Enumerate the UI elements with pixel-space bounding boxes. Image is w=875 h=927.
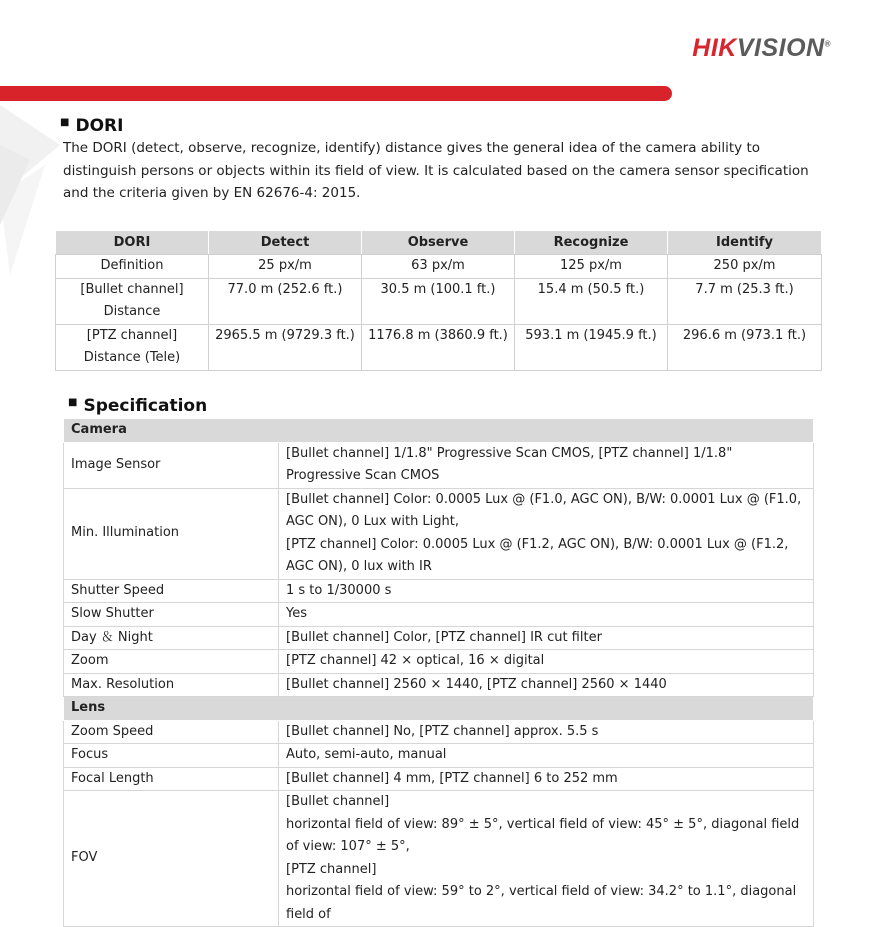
dori-cell: 2965.5 m (9729.3 ft.) [209,324,362,370]
spec-group-row-camera [64,419,814,443]
dori-row-label: [Bullet channel] Distance [56,278,209,324]
spec-label: Image Sensor [64,442,279,488]
spec-row-zoom [64,650,814,674]
dori-header-cell: Detect [209,231,362,255]
spec-row-zoom-speed [64,720,814,744]
spec-row-max-resolution [64,673,814,697]
spec-value: 1 s to 1/30000 s [279,579,814,603]
dori-cell: 593.1 m (1945.9 ft.) [515,324,668,370]
dori-table [55,230,822,371]
dori-cell: 250 px/m [668,255,822,279]
spec-row-shutter-speed [64,579,814,603]
dori-cell: 25 px/m [209,255,362,279]
spec-row-image-sensor [64,442,814,488]
spec-value: [Bullet channel] 2560 × 1440, [PTZ channel] 2560 × 1440 [279,673,814,697]
spec-value-line: horizontal field of view: 89° ± 5°, vertical field of view: 45° ± 5°, diagonal field of view: 107° ± 5°, [286,816,800,854]
spec-value-line: [Bullet channel] Color: 0.0005 Lux @ (F1.0, AGC ON), B/W: 0.0001 Lux @ (F1.0, AGC ON), 0 Lux with Light, [286,491,802,529]
dori-cell: 63 px/m [362,255,515,279]
spec-group-label: Lens [64,697,814,721]
dori-table-row [56,278,822,324]
spec-value-line: [PTZ channel] Color: 0.0005 Lux @ (F1.2, AGC ON), B/W: 0.0001 Lux @ (F1.2, AGC ON), 0 lux with IR [286,536,789,574]
spec-value-line: [PTZ channel] [286,861,377,877]
spec-value [279,488,814,579]
dori-row-label: Definition [56,255,209,279]
spec-label: Slow Shutter [64,603,279,627]
specification-table [63,418,814,927]
spec-label: Max. Resolution [64,673,279,697]
spec-value [279,791,814,927]
dori-cell: 77.0 m (252.6 ft.) [209,278,362,324]
spec-label: Focal Length [64,767,279,791]
spec-row-focal-length [64,767,814,791]
spec-title-bullet-icon: ■ [68,397,78,408]
logo-grey-text: VISION [736,34,825,62]
dori-header-cell: DORI [56,231,209,255]
spec-label: Focus [64,744,279,768]
dori-cell: 296.6 m (973.1 ft.) [668,324,822,370]
dori-intro-paragraph: The DORI (detect, observe, recognize, identify) distance gives the general idea of the camera ability to distinguish persons or objects within its field of view. It is calculated based on the camera sensor specification and the criteria given by EN 62676-4: 2015. [63,140,809,201]
dori-cell: 125 px/m [515,255,668,279]
dori-cell: 30.5 m (100.1 ft.) [362,278,515,324]
logo-red-text: HIK [692,34,737,62]
logo-registered-mark: ® [824,39,831,49]
hikvision-logo [692,34,831,63]
spec-label: Day ＆ Night [64,626,279,650]
dori-row-label: [PTZ channel] Distance (Tele) [56,324,209,370]
dori-section-title [60,116,123,136]
dori-title-text: DORI [75,116,124,136]
dori-cell: 7.7 m (25.3 ft.) [668,278,822,324]
dori-header-cell: Observe [362,231,515,255]
dori-table-row [56,324,822,370]
spec-value: [PTZ channel] 42 × optical, 16 × digital [279,650,814,674]
dori-header-cell: Recognize [515,231,668,255]
spec-row-slow-shutter [64,603,814,627]
spec-title-text: Specification [83,396,208,416]
dori-cell: 15.4 m (50.5 ft.) [515,278,668,324]
spec-value: [Bullet channel] Color, [PTZ channel] IR cut filter [279,626,814,650]
spec-value: Yes [279,603,814,627]
dori-table-row [56,255,822,279]
spec-value-line: horizontal field of view: 59° to 2°, vertical field of view: 34.2° to 1.1°, diagonal field of [286,884,797,922]
spec-group-row-lens [64,697,814,721]
header-red-bar [0,86,672,101]
spec-value: Auto, semi-auto, manual [279,744,814,768]
spec-row-min-illumination [64,488,814,579]
spec-value-line: [Bullet channel] [286,794,390,809]
spec-row-day-night [64,626,814,650]
spec-row-fov [64,791,814,927]
spec-value: [Bullet channel] 4 mm, [PTZ channel] 6 to 252 mm [279,767,814,791]
dori-title-bullet-icon: ■ [60,117,70,128]
spec-group-label: Camera [64,419,814,443]
spec-label: Zoom Speed [64,720,279,744]
dori-header-cell: Identify [668,231,822,255]
spec-label: FOV [64,791,279,927]
spec-value: [Bullet channel] 1/1.8" Progressive Scan CMOS, [PTZ channel] 1/1.8" Progressive Scan CMOS [279,442,814,488]
dori-table-header-row [56,231,822,255]
dori-cell: 1176.8 m (3860.9 ft.) [362,324,515,370]
spec-label: Zoom [64,650,279,674]
spec-label: Min. Illumination [64,488,279,579]
spec-value: [Bullet channel] No, [PTZ channel] approx. 5.5 s [279,720,814,744]
spec-label: Shutter Speed [64,579,279,603]
specification-section-title [68,396,207,416]
spec-row-focus [64,744,814,768]
